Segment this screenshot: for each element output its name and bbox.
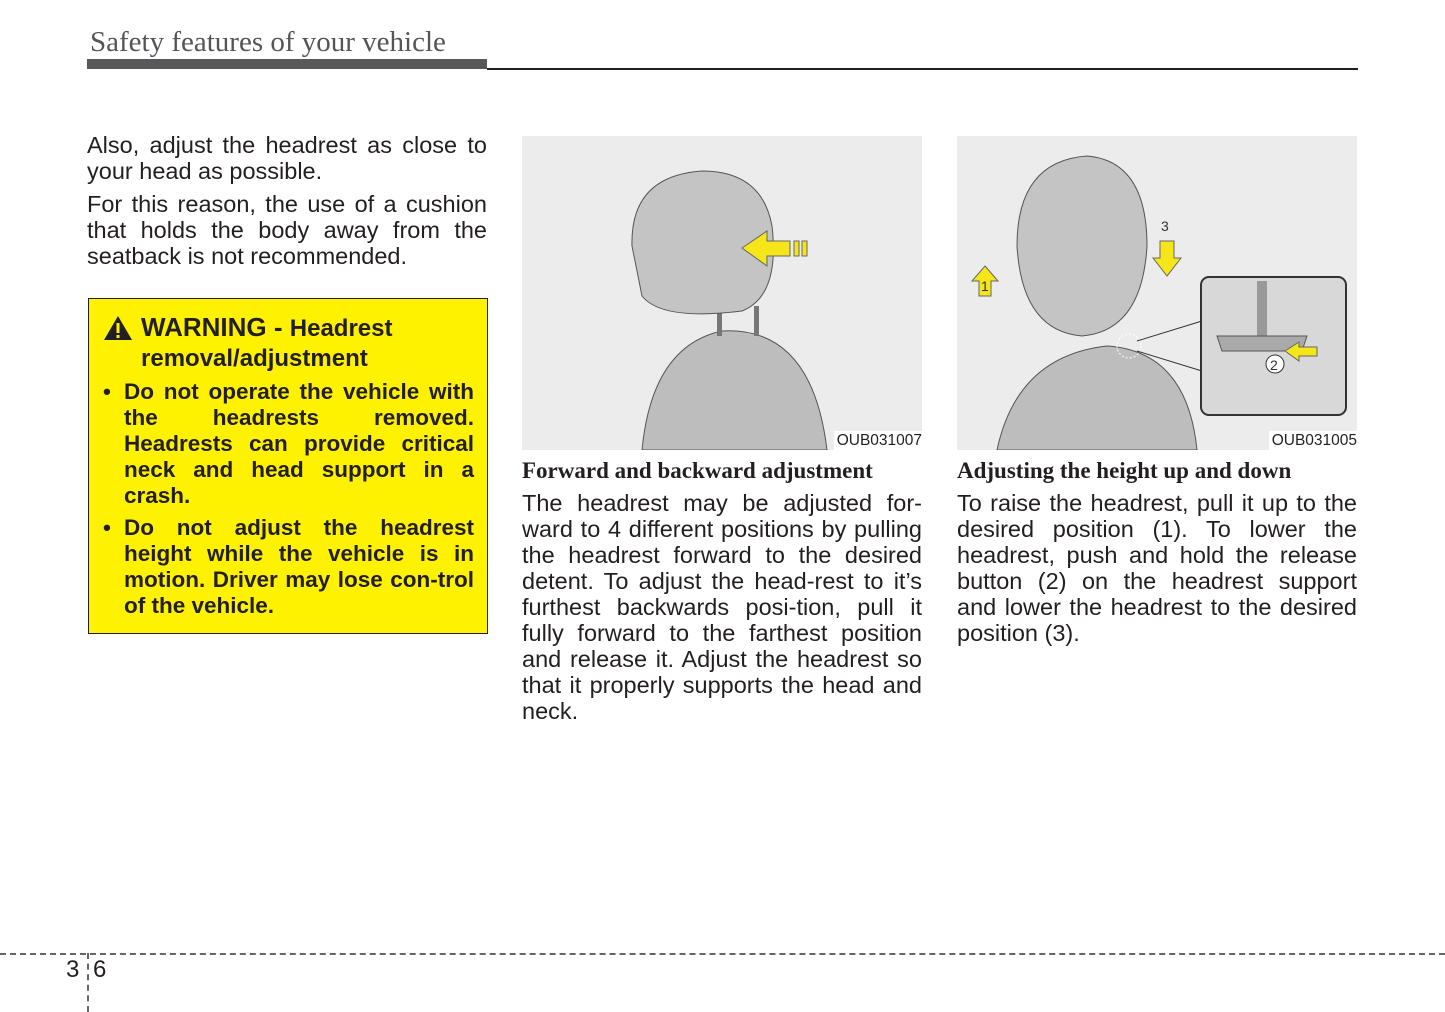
right-column bbox=[957, 132, 1357, 653]
paragraph: To raise the headrest, pull it up to the desired position (1). To lower the headrest, push and hold the release button (2) on the headrest support and lower the headrest to the desired position (3). bbox=[957, 490, 1357, 646]
svg-text:2: 2 bbox=[1270, 357, 1278, 373]
figure-code: OUB031005 bbox=[1269, 431, 1357, 450]
left-column bbox=[87, 132, 487, 276]
svg-text:3: 3 bbox=[1161, 218, 1169, 234]
section-title: Adjusting the height up and down bbox=[957, 458, 1292, 483]
middle-column bbox=[522, 132, 922, 731]
paragraph: The headrest may be adjusted for-ward to 4 different positions by pulling the headrest forward to the desired detent. To adjust the head-rest to it’s furthest backwards posi-tion, pull it fully forward to the farthest position and release it. Adjust the headrest so that it properly supports the head and neck. bbox=[522, 490, 922, 724]
figure-code: OUB031007 bbox=[834, 431, 922, 450]
footer-divider-vertical bbox=[87, 953, 89, 1012]
paragraph: For this reason, the use of a cushion that holds the body away from the seatback is not recommended. bbox=[87, 191, 487, 269]
warning-title: WARNING - Headrest removal/adjustment bbox=[103, 313, 474, 373]
svg-text:1: 1 bbox=[981, 278, 989, 294]
page-header-title: Safety features of your vehicle bbox=[90, 26, 446, 58]
paragraph: Also, adjust the headrest as close to your head as possible. bbox=[87, 132, 487, 184]
warning-item: • Do not operate the vehicle with the headrests removed. Headrests can provide critical neck and head support in a crash. bbox=[103, 379, 474, 508]
page-number: 6 bbox=[93, 956, 107, 983]
header-rule bbox=[487, 68, 1358, 70]
warning-item: • Do not adjust the headrest height while the vehicle is in motion. Driver may lose con-trol of the vehicle. bbox=[103, 515, 474, 618]
page-section: 3 bbox=[66, 956, 80, 983]
section-title: Forward and backward adjustment bbox=[522, 458, 873, 483]
footer-divider bbox=[0, 953, 1445, 955]
warning-triangle-icon bbox=[103, 315, 133, 341]
warning-box bbox=[88, 298, 488, 634]
header-bar bbox=[87, 59, 487, 69]
